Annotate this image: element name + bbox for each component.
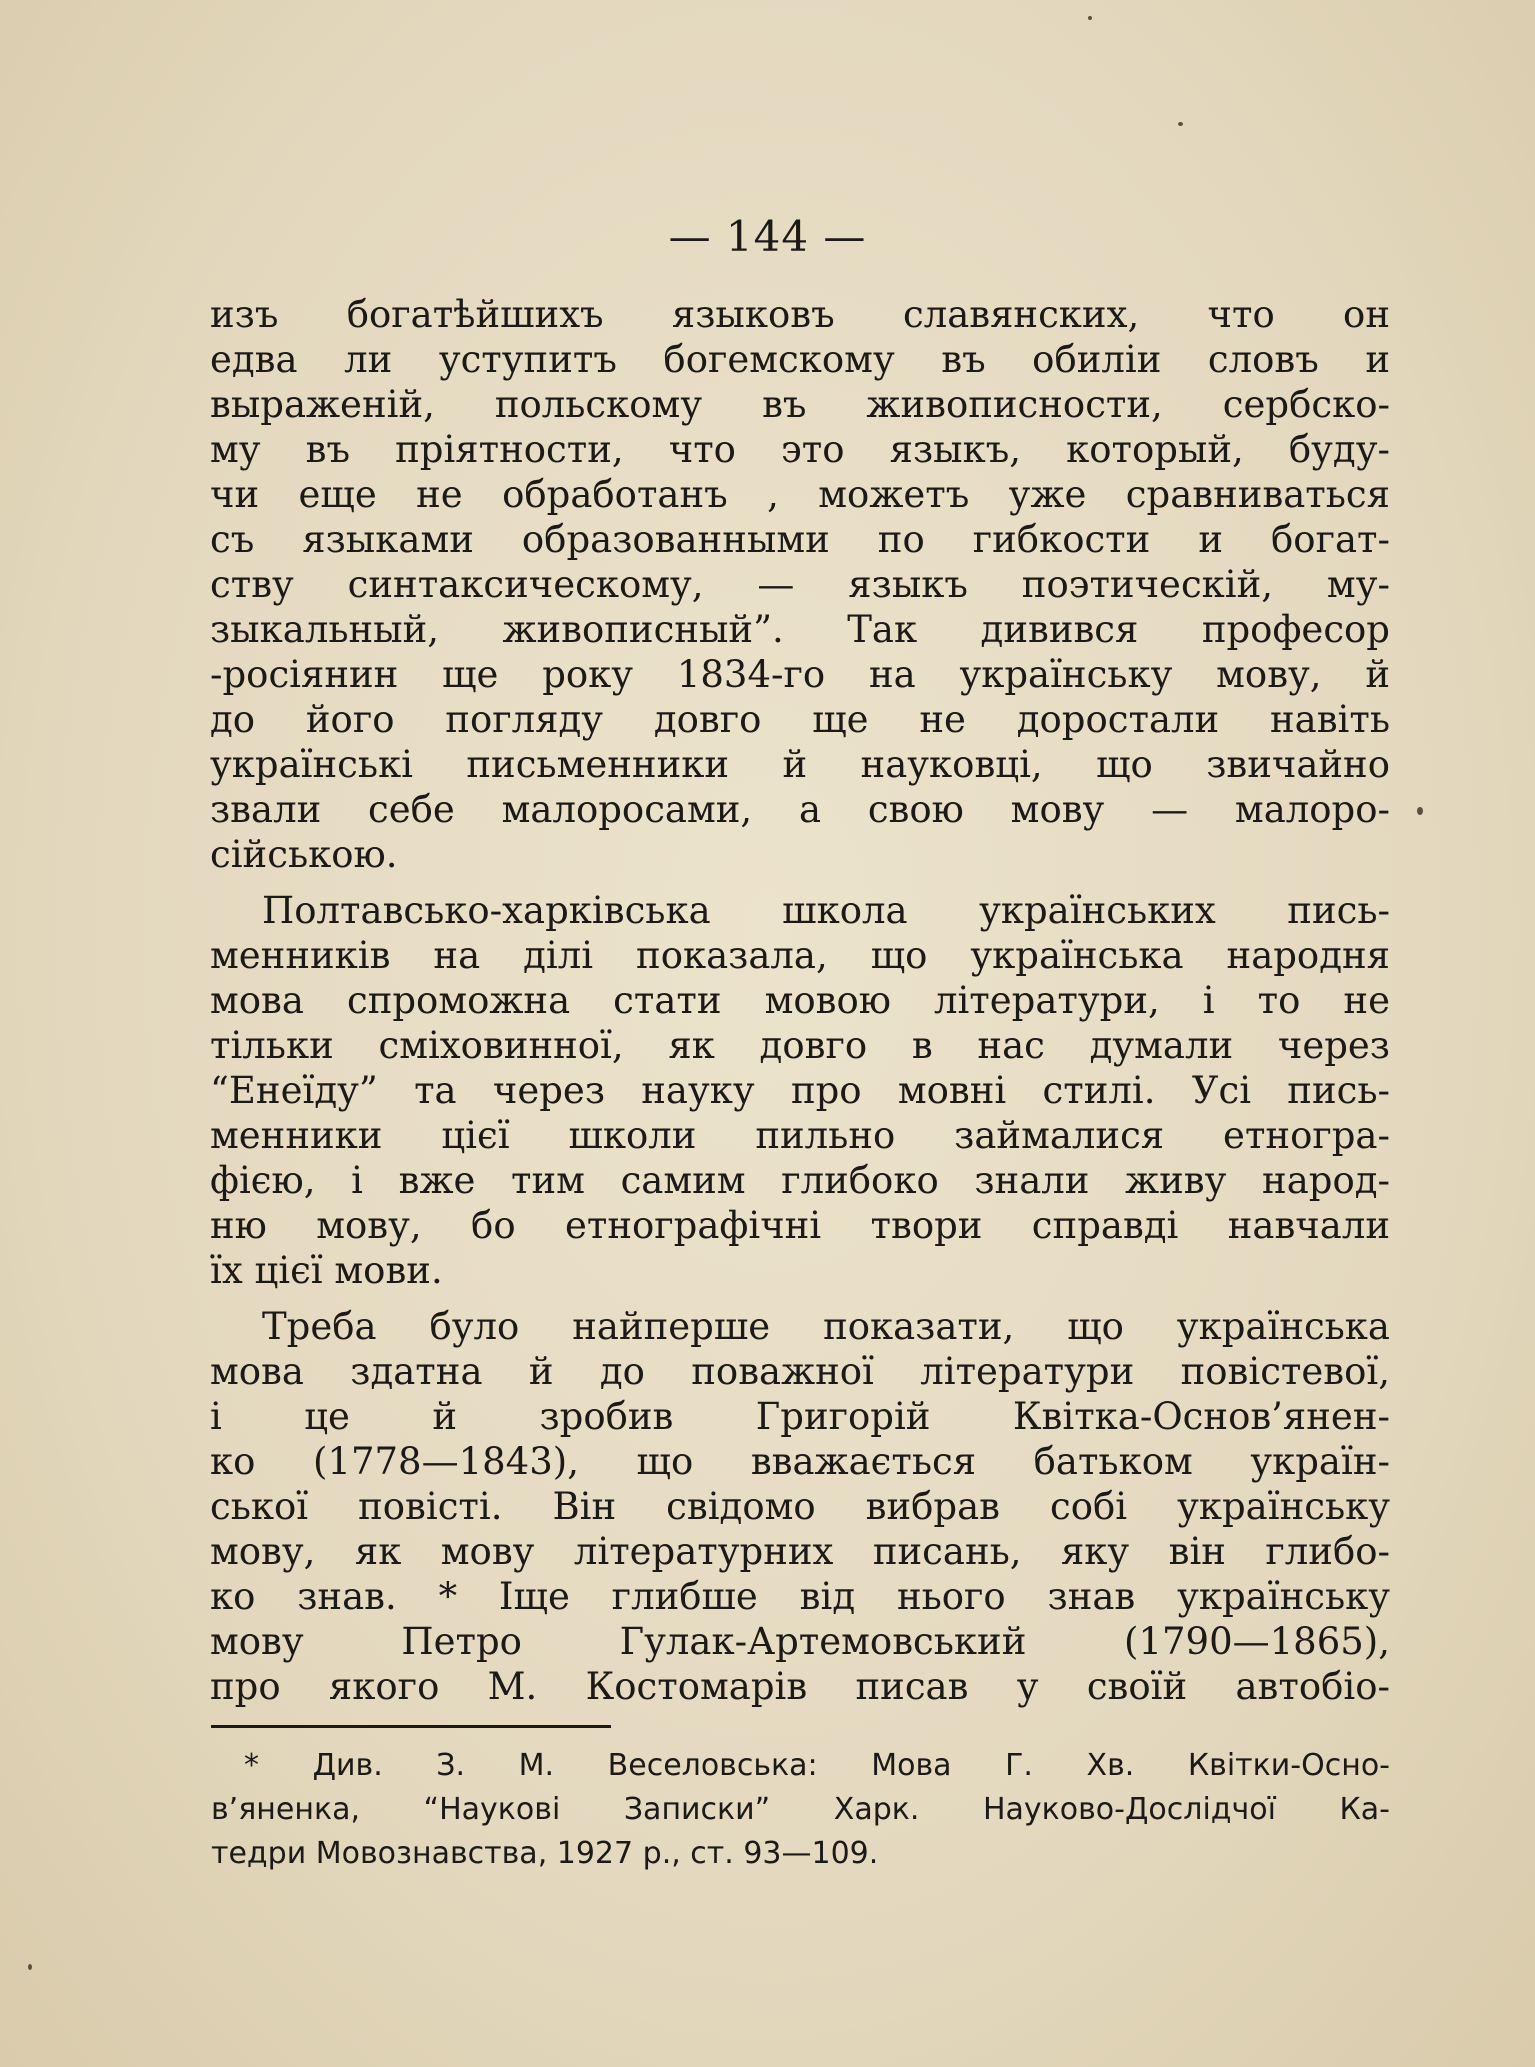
text-line: їх цієї мови. bbox=[210, 1249, 443, 1292]
text-line: мову Петро Гулак-Артемовський (1790—1865), bbox=[210, 1620, 1390, 1663]
text-line: едва ли уступитъ богемскому въ обиліи словъ и bbox=[210, 338, 1390, 381]
text-line: і це й зробив Григорій Квітка-Основ’янен- bbox=[210, 1395, 1390, 1438]
text-line: “Енеїду” та через науку про мовні стилі. Усі пись- bbox=[210, 1069, 1390, 1112]
text-line: ко (1778—1843), що вважається батьком україн- bbox=[210, 1440, 1390, 1483]
footnote-line: в’яненка, “Наукові Записки” Харк. Науково-Дослідчої Ка- bbox=[211, 1792, 1390, 1827]
text-line: выраженій, польскому въ живописности, сербско- bbox=[210, 383, 1390, 426]
text-line: Полтавсько-харківська школа українських пись- bbox=[262, 889, 1390, 932]
paragraph-3 bbox=[210, 1304, 1390, 1709]
text-line: менники цієї школи пильно займалися етногра- bbox=[210, 1114, 1390, 1157]
text-line: тільки сміховинної, як довго в нас думали через bbox=[210, 1024, 1390, 1067]
paper-speck bbox=[1088, 16, 1092, 20]
text-line: ству синтаксическому, — языкъ поэтическій, му- bbox=[210, 563, 1390, 606]
text-line: звали себе малоросами, а свою мову — малоро- bbox=[210, 788, 1390, 831]
text-line: Треба було найперше показати, що українська bbox=[262, 1305, 1390, 1348]
text-line: ню мову, бо етнографічні твори справді навчали bbox=[210, 1204, 1390, 1247]
footnote-line: тедри Мовознавства, 1927 р., ст. 93—109. bbox=[211, 1836, 879, 1871]
text-line: мова спроможна стати мовою літератури, і то не bbox=[210, 979, 1390, 1022]
text-line: мову, як мову літературних писань, яку він глибо- bbox=[210, 1530, 1390, 1573]
text-line: -росіянин ще року 1834-го на українську мову, й bbox=[210, 653, 1390, 696]
paper-speck bbox=[1417, 807, 1423, 815]
text-line: менників на ділі показала, що українська народня bbox=[210, 934, 1390, 977]
text-line: українські письменники й науковці, що звичайно bbox=[210, 743, 1390, 786]
text-line: сійською. bbox=[210, 833, 398, 876]
text-line: му въ пріятности, что это языкъ, который, буду- bbox=[210, 428, 1390, 471]
text-line: ко знав. * Іще глибше від нього знав українську bbox=[210, 1575, 1390, 1618]
page-number: — 144 — bbox=[668, 212, 867, 261]
paper-speck bbox=[1178, 122, 1183, 126]
text-line: съ языками образованными по гибкости и богат- bbox=[210, 518, 1390, 561]
paper-speck bbox=[28, 1964, 32, 1970]
text-line: изъ богатѣйшихъ языковъ славянских, что он bbox=[210, 293, 1390, 336]
text-line: фією, і вже тим самим глибоко знали живу народ- bbox=[210, 1159, 1390, 1202]
text-line: про якого М. Костомарів писав у своїй автобіо- bbox=[210, 1665, 1390, 1708]
text-line: мова здатна й до поважної літератури повістевої, bbox=[210, 1350, 1390, 1393]
footnote bbox=[211, 1744, 1390, 1876]
text-line: чи еще не обработанъ , можетъ уже сравниваться bbox=[210, 473, 1390, 516]
text-line: зыкальный, живописный”. Так дивився професор bbox=[210, 608, 1390, 651]
body-text bbox=[210, 292, 1390, 1709]
text-line: ської повісті. Він свідомо вибрав собі українську bbox=[210, 1485, 1390, 1528]
footnote-divider bbox=[211, 1725, 611, 1728]
text-line: до його погляду довго ще не доростали навіть bbox=[210, 698, 1390, 741]
footnote-line: * Див. З. М. Веселовська: Мова Г. Хв. Квітки-Осно- bbox=[244, 1748, 1390, 1783]
paragraph-1 bbox=[210, 292, 1390, 877]
paragraph-2 bbox=[210, 888, 1390, 1293]
